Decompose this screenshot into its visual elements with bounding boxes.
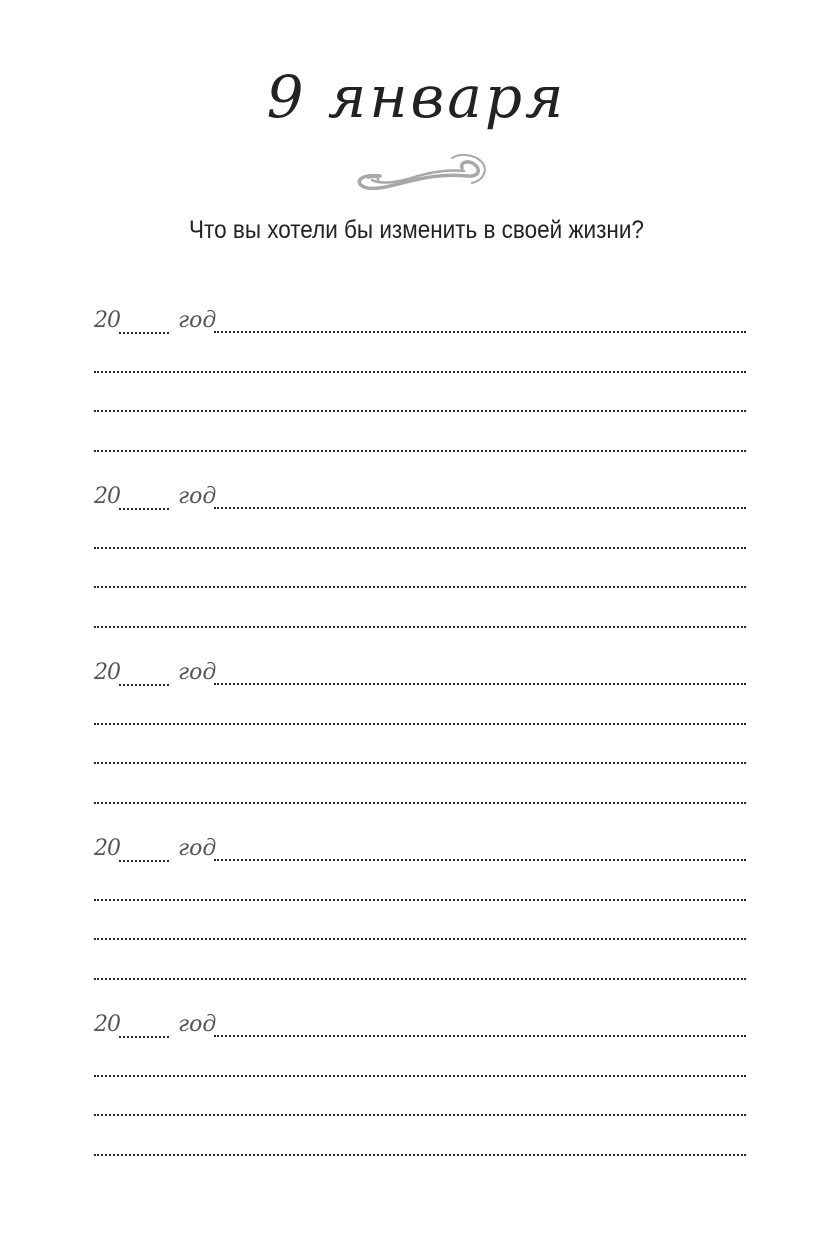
writing-line[interactable] (94, 723, 746, 725)
writing-line[interactable] (94, 586, 746, 588)
writing-line[interactable] (94, 547, 746, 549)
year-entry (94, 828, 746, 1004)
writing-line[interactable] (94, 802, 746, 804)
year-field[interactable] (94, 836, 217, 864)
year-blank[interactable] (119, 684, 169, 686)
year-field[interactable] (94, 660, 217, 688)
writing-line[interactable] (94, 762, 746, 764)
writing-line[interactable] (94, 899, 746, 901)
writing-line[interactable] (214, 683, 746, 685)
year-entry (94, 300, 746, 476)
year-blank[interactable] (119, 508, 169, 510)
year-field[interactable] (94, 1012, 217, 1040)
writing-line[interactable] (214, 1035, 746, 1037)
writing-line[interactable] (94, 1154, 746, 1156)
writing-line[interactable] (214, 859, 746, 861)
writing-line[interactable] (94, 1114, 746, 1116)
writing-line[interactable] (94, 978, 746, 980)
writing-line[interactable] (94, 410, 746, 412)
year-word: год (178, 660, 217, 685)
year-field[interactable] (94, 484, 217, 512)
year-blank[interactable] (119, 1036, 169, 1038)
year-word: год (178, 484, 217, 509)
page-title: 9 января (266, 63, 567, 131)
year-blank[interactable] (119, 860, 169, 862)
year-field[interactable] (94, 308, 217, 336)
year-prefix: 20 (94, 836, 120, 861)
writing-line[interactable] (214, 331, 746, 333)
year-entry (94, 652, 746, 828)
year-prefix: 20 (94, 660, 120, 685)
entries-list (94, 300, 746, 1180)
year-prefix: 20 (94, 308, 120, 333)
flourish-ornament-icon (350, 150, 490, 194)
writing-line[interactable] (94, 938, 746, 940)
writing-line[interactable] (214, 507, 746, 509)
year-prefix: 20 (94, 484, 120, 509)
year-word: год (178, 836, 217, 861)
year-word: год (178, 1012, 217, 1037)
writing-line[interactable] (94, 450, 746, 452)
prompt-question: Что вы хотели бы изменить в своей жизни? (189, 216, 644, 244)
year-blank[interactable] (119, 332, 169, 334)
year-entry (94, 476, 746, 652)
writing-line[interactable] (94, 626, 746, 628)
year-word: год (178, 308, 217, 333)
year-prefix: 20 (94, 1012, 120, 1037)
writing-line[interactable] (94, 1075, 746, 1077)
year-entry (94, 1004, 746, 1180)
writing-line[interactable] (94, 371, 746, 373)
